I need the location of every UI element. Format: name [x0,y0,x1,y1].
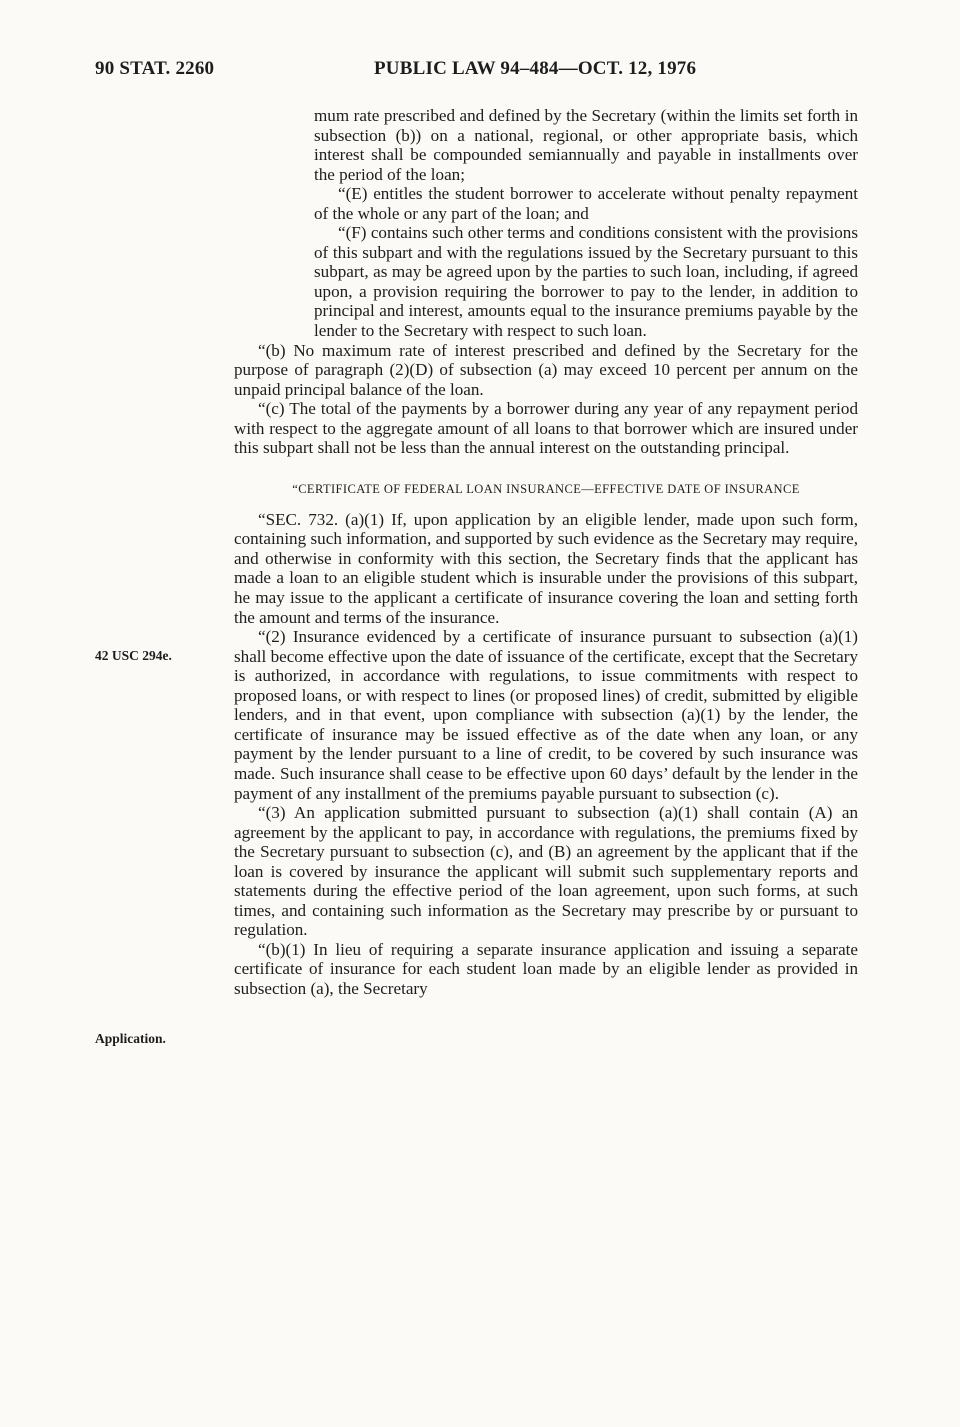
paragraph-sec-732-a1: “SEC. 732. (a)(1) If, upon application by an eligible lender, made upon such form, containing such information, and supported by such evidence as the Secretary may require, and otherwise in conformity with this section, the Secretary finds that the applicant has made a loan to an eligible student which is insurable under the provisions of this subpart, he may issue to the applicant a certificate of insurance covering the loan and setting forth the amount and terms of the insurance. [234,509,858,627]
statute-text-column [234,106,858,999]
section-heading: “CERTIFICATE OF FEDERAL LOAN INSURANCE—EFFECTIVE DATE OF INSURANCE [292,481,800,496]
page-stat-number: 90 STAT. 2260 [95,58,215,79]
paragraph-e-accelerate-repayment: “(E) entitles the student borrower to accelerate without penalty repayment of the whole or any part of the loan; and [314,184,858,223]
paragraph-indented-block [314,106,858,341]
paragraph-sec-732-b1: “(b)(1) In lieu of requiring a separate insurance application and issuing a separate certificate of insurance for each student loan made by an eligible lender as provided in subsection (a), the Secretary [234,939,858,998]
paragraph-interest-rate: mum rate prescribed and defined by the Secretary (within the limits set forth in subsection (b)) on a national, regional, or other appropriate basis, which interest shall be compounded semiannually and payable in installments over the period of the loan; [314,106,858,184]
paragraph-sec-732-a2: “(2) Insurance evidenced by a certificate of insurance pursuant to subsection (a)(1) shall become effective upon the date of issuance of the certificate, except that the Secretary is authorized, in accordance with regulations, to issue commitments with respect to proposed loans, or with respect to lines (or proposed lines) of credit, submitted by eligible lenders, and in that event, upon compliance with subsection (a)(1) by the lender, the certificate of insurance may be issued effective as of the date when any loan, or any payment by the lender pursuant to a line of credit, to be covered by such insurance was made. Such insurance shall cease to be effective upon 60 days’ default by the lender in the payment of any installment of the premiums payable pursuant to subsection (c). [234,627,858,803]
paragraph-sec-732-a3: “(3) An application submitted pursuant to subsection (a)(1) shall contain (A) an agreement by the applicant to pay, in accordance with regulations, the premiums fixed by the Secretary pursuant to subsection (c), and (B) an agreement by the applicant that if the loan is covered by insurance the applicant will submit such supplementary reports and statements during the effective period of the loan agreement, upon such forms, at such times, and containing such information as the Secretary may prescribe by or pursuant to regulation. [234,803,858,940]
margin-note-usc-citation: 42 USC 294e. [95,648,172,663]
margin-note-application: Application. [95,1031,166,1046]
paragraph-f-other-terms: “(F) contains such other terms and conditions consistent with the provisions of this subpart and with the regulations issued by the Secretary pursuant to this subpart, as may be agreed upon by the parties to such loan, including, if agreed upon, a provision requiring the borrower to pay to the lender, in addition to principal and interest, amounts equal to the insurance premiums payable by the lender to the Secretary with respect to such loan. [314,223,858,341]
paragraph-b-maximum-rate: “(b) No maximum rate of interest prescribed and defined by the Secretary for the purpose of paragraph (2)(D) of subsection (a) may exceed 10 percent per annum on the unpaid principal balance of the loan. [234,340,858,399]
paragraph-c-total-payments: “(c) The total of the payments by a borrower during any year of any repayment period with respect to the aggregate amount of all loans to that borrower which are insured under this subpart shall not be less than the annual interest on the outstanding principal. [234,399,858,458]
page-running-title: PUBLIC LAW 94–484—OCT. 12, 1976 [374,58,697,79]
